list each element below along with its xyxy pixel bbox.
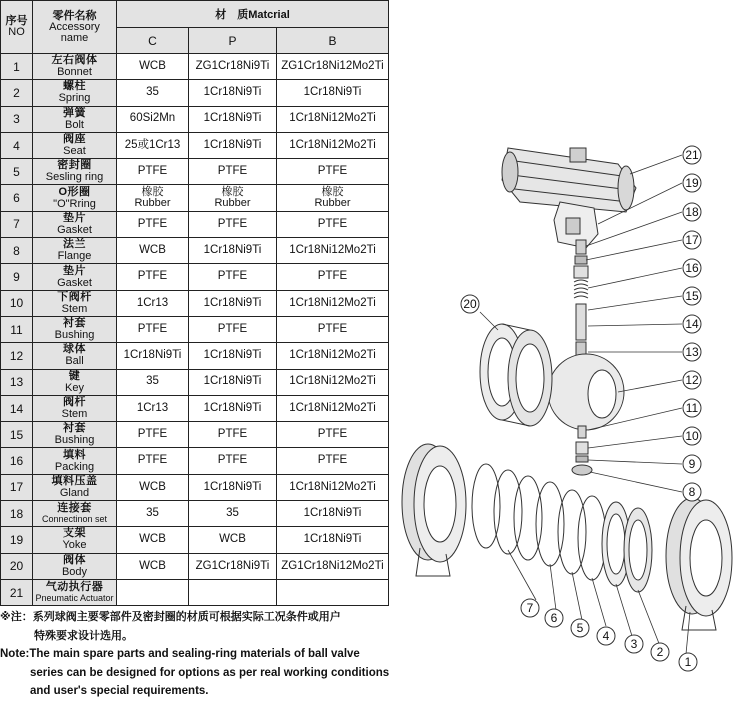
material-c: PTFE — [117, 422, 189, 448]
part-name-en: Seat — [63, 145, 86, 158]
callout-number: 4 — [602, 629, 610, 643]
table-row — [1, 474, 389, 500]
row-number: 14 — [1, 395, 33, 421]
exploded-view-drawing — [390, 130, 750, 704]
material-p: PTFE — [189, 264, 277, 290]
table-row — [1, 316, 389, 342]
material-p: 1Cr18Ni9Ti — [189, 106, 277, 132]
callout-number: 19 — [685, 176, 699, 190]
table-row — [1, 448, 389, 474]
table-row — [1, 527, 389, 553]
callout-13 — [683, 343, 701, 361]
table-row — [1, 54, 389, 80]
notes — [0, 608, 410, 701]
part-name — [33, 474, 117, 500]
material-b: 1Cr18Ni12Mo2Ti — [277, 106, 389, 132]
part-name-zh: 螺柱 — [63, 80, 86, 93]
table-row — [1, 395, 389, 421]
callout-18 — [683, 203, 701, 221]
material-c: 35 — [117, 80, 189, 106]
callout-number: 3 — [630, 637, 638, 651]
material-code-p: P — [189, 28, 277, 54]
row-number: 6 — [1, 185, 33, 211]
callout-number: 10 — [685, 429, 699, 443]
material-b: 1Cr18Ni9Ti — [277, 501, 389, 527]
callout-number: 18 — [685, 205, 699, 219]
material-b: ZG1Cr18Ni12Mo2Ti — [277, 553, 389, 579]
material-b: 1Cr18Ni12Mo2Ti — [277, 290, 389, 316]
material-b: PTFE — [277, 159, 389, 185]
note-zh-line1: ※注：系列球阀主要零部件及密封圈的材质可根据实际工况条件或用户 — [0, 610, 341, 623]
table-row — [1, 238, 389, 264]
part-name-en: Bushing — [54, 329, 95, 342]
material-p-zh: 橡胶 — [221, 186, 244, 199]
material-p: 1Cr18Ni9Ti — [189, 238, 277, 264]
part-name — [33, 316, 117, 342]
callout-number: 8 — [688, 485, 696, 499]
part-name — [33, 369, 117, 395]
part-name-en: Flange — [57, 250, 92, 263]
part-name — [33, 80, 117, 106]
part-name-zh: 法兰 — [63, 238, 86, 251]
row-number: 17 — [1, 474, 33, 500]
material-p — [189, 579, 277, 605]
part-name-zh: 阀杆 — [63, 396, 86, 408]
table-row — [1, 264, 389, 290]
part-name-zh: O形圈 — [58, 185, 91, 198]
callout-10 — [683, 427, 701, 445]
material-b: 1Cr18Ni12Mo2Ti — [277, 474, 389, 500]
material-c: 35 — [117, 369, 189, 395]
material-b — [277, 185, 389, 211]
part-name-zh: 球体 — [63, 343, 86, 356]
material-b: PTFE — [277, 448, 389, 474]
material-p: 1Cr18Ni9Ti — [189, 132, 277, 158]
material-b-zh: 橡胶 — [321, 186, 344, 199]
part-name-zh: 阀座 — [63, 133, 86, 146]
valve-illustration — [402, 148, 732, 630]
part-name — [33, 501, 117, 527]
callout-number: 17 — [685, 233, 699, 247]
materials-table — [0, 0, 389, 606]
part-name-en: Gasket — [57, 276, 92, 289]
part-name — [33, 290, 117, 316]
part-name-en: Bushing — [54, 434, 95, 447]
material-b: 1Cr18Ni12Mo2Ti — [277, 395, 389, 421]
table-header-row — [1, 1, 389, 28]
no-header-en: NO — [8, 26, 25, 38]
part-name — [33, 527, 117, 553]
part-name-en: Spring — [58, 92, 91, 105]
part-name-zh: 垫片 — [63, 264, 86, 277]
callout-15 — [683, 287, 701, 305]
row-number: 5 — [1, 159, 33, 185]
row-number: 15 — [1, 422, 33, 448]
material-p: 1Cr18Ni9Ti — [189, 290, 277, 316]
part-name-en: Connectinon set — [41, 514, 108, 525]
part-name — [33, 579, 117, 605]
material-c — [117, 579, 189, 605]
material-c: WCB — [117, 553, 189, 579]
table-row — [1, 185, 389, 211]
material-p: 1Cr18Ni9Ti — [189, 80, 277, 106]
no-header-zh: 序号 — [5, 15, 28, 27]
callout-number: 16 — [685, 261, 699, 275]
callout-number: 12 — [685, 373, 699, 387]
material-p: PTFE — [189, 159, 277, 185]
part-name-zh: 气动执行器 — [45, 581, 104, 594]
material-c: WCB — [117, 474, 189, 500]
material-p: PTFE — [189, 211, 277, 237]
part-name-zh: 密封圈 — [57, 159, 92, 172]
part-name-zh: 下阀杆 — [57, 290, 92, 303]
material-b: 1Cr18Ni12Mo2Ti — [277, 343, 389, 369]
note-en-line2: series can be designed for options as per real working conditions — [30, 666, 390, 679]
material-p: 1Cr18Ni9Ti — [189, 369, 277, 395]
callout-20 — [461, 295, 479, 313]
note-en-line1: Note:The main spare parts and sealing-ring materials of ball valve — [0, 648, 360, 660]
row-number: 7 — [1, 211, 33, 237]
row-number: 21 — [1, 579, 33, 605]
row-number: 13 — [1, 369, 33, 395]
callout-number: 15 — [685, 289, 699, 303]
material-b: 1Cr18Ni9Ti — [277, 527, 389, 553]
part-name — [33, 159, 117, 185]
material-c-zh: 橡胶 — [141, 186, 164, 199]
ball — [548, 354, 624, 430]
name-header — [33, 1, 117, 54]
material-p: 1Cr18Ni9Ti — [189, 474, 277, 500]
material-p: 35 — [189, 501, 277, 527]
row-number: 4 — [1, 132, 33, 158]
part-name-zh: 支架 — [63, 527, 86, 540]
part-name-en: Stem — [61, 302, 88, 315]
material-c: WCB — [117, 527, 189, 553]
part-name-en: "O"Rring — [53, 197, 96, 210]
callout-number: 6 — [550, 611, 558, 625]
row-number: 20 — [1, 553, 33, 579]
part-name-en: Bonnet — [57, 66, 92, 79]
part-name — [33, 343, 117, 369]
callout-21 — [683, 146, 701, 164]
part-name-zh: 阀体 — [63, 553, 86, 566]
material-p: WCB — [189, 527, 277, 553]
table-row — [1, 553, 389, 579]
callout-number: 21 — [685, 148, 699, 162]
material-p: 1Cr18Ni9Ti — [189, 343, 277, 369]
part-name — [33, 395, 117, 421]
material-c — [117, 185, 189, 211]
material-p: PTFE — [189, 316, 277, 342]
material-c: WCB — [117, 238, 189, 264]
callout-number: 13 — [685, 345, 699, 359]
note-zh-line2: 特殊要求设计选用。 — [34, 628, 133, 642]
row-number: 8 — [1, 238, 33, 264]
callout-number: 5 — [576, 621, 584, 635]
valve-body — [480, 324, 552, 426]
part-name-en: Bolt — [65, 118, 84, 131]
callout-3 — [625, 635, 643, 653]
material-b: PTFE — [277, 316, 389, 342]
material-code-b: B — [277, 28, 389, 54]
lower-stem — [572, 426, 592, 475]
material-b-en: Rubber — [314, 197, 351, 210]
name-header-en1: Accessory — [49, 20, 100, 33]
note-en-line3: and user's special requirements. — [30, 685, 209, 697]
callout-5 — [571, 619, 589, 637]
row-number: 18 — [1, 501, 33, 527]
material-c: PTFE — [117, 264, 189, 290]
part-name — [33, 238, 117, 264]
row-number: 2 — [1, 80, 33, 106]
material-c: 25或1Cr13 — [117, 132, 189, 158]
callout-7 — [521, 599, 539, 617]
material-c: 60Si2Mn — [117, 106, 189, 132]
part-name-zh: 键 — [68, 369, 81, 382]
material-c: 1Cr18Ni9Ti — [117, 343, 189, 369]
material-p — [189, 185, 277, 211]
callout-2 — [651, 643, 669, 661]
callout-19 — [683, 174, 701, 192]
material-c: PTFE — [117, 159, 189, 185]
part-name — [33, 106, 117, 132]
right-bonnet — [666, 498, 732, 630]
row-number: 19 — [1, 527, 33, 553]
callout-number: 1 — [684, 655, 692, 669]
part-name-en: Pneumatic Actuator — [35, 593, 114, 604]
part-name-en: Yoke — [62, 539, 87, 552]
part-name — [33, 132, 117, 158]
callout-12 — [683, 371, 701, 389]
row-number: 16 — [1, 448, 33, 474]
material-p: ZG1Cr18Ni9Ti — [189, 553, 277, 579]
part-name-zh: 衬套 — [63, 317, 86, 330]
no-header — [1, 1, 33, 54]
part-name-zh: 连接套 — [57, 502, 92, 515]
part-name-en: Gland — [59, 486, 90, 499]
table-row — [1, 343, 389, 369]
callout-number: 14 — [685, 317, 699, 331]
row-number: 11 — [1, 316, 33, 342]
callout-4 — [597, 627, 615, 645]
name-header-en2: name — [60, 31, 89, 44]
row-number: 3 — [1, 106, 33, 132]
part-name-en: Gasket — [57, 223, 92, 236]
material-p: PTFE — [189, 448, 277, 474]
part-name — [33, 553, 117, 579]
material-b: 1Cr18Ni9Ti — [277, 80, 389, 106]
material-c: WCB — [117, 54, 189, 80]
part-name-zh: 填料 — [63, 448, 86, 461]
callout-17 — [683, 231, 701, 249]
part-name-en: Ball — [65, 355, 84, 368]
callout-6 — [545, 609, 563, 627]
stem-stack — [574, 240, 588, 360]
material-p-en: Rubber — [214, 197, 251, 210]
material-header — [117, 1, 389, 28]
material-b: 1Cr18Ni12Mo2Ti — [277, 238, 389, 264]
part-name — [33, 211, 117, 237]
callout-16 — [683, 259, 701, 277]
material-b: PTFE — [277, 211, 389, 237]
material-c-en: Rubber — [134, 197, 171, 210]
row-number: 10 — [1, 290, 33, 316]
callout-number: 11 — [685, 401, 699, 415]
callout-number: 7 — [526, 601, 534, 615]
row-number: 12 — [1, 343, 33, 369]
material-code-c: C — [117, 28, 189, 54]
table-row — [1, 106, 389, 132]
material-c: 1Cr13 — [117, 395, 189, 421]
part-name-zh: 左右阀体 — [51, 54, 98, 67]
table-row — [1, 422, 389, 448]
left-bonnet — [402, 444, 466, 576]
part-name-en: Body — [61, 565, 88, 578]
material-p: 1Cr18Ni9Ti — [189, 395, 277, 421]
part-name-zh: 垫片 — [63, 211, 86, 224]
materials-table-body — [1, 54, 389, 606]
part-name-zh: 衬套 — [63, 422, 86, 435]
part-name-en: Key — [65, 381, 84, 394]
part-name-zh: 弹簧 — [63, 106, 86, 119]
material-c: PTFE — [117, 211, 189, 237]
table-row — [1, 369, 389, 395]
seal-rings — [472, 464, 652, 592]
callout-11 — [683, 399, 701, 417]
material-b: 1Cr18Ni12Mo2Ti — [277, 132, 389, 158]
part-name-en: Packing — [54, 460, 95, 473]
material-b: 1Cr18Ni12Mo2Ti — [277, 369, 389, 395]
table-row — [1, 132, 389, 158]
pneumatic-actuator — [502, 148, 636, 212]
part-name — [33, 185, 117, 211]
table-row — [1, 579, 389, 605]
part-name-en: Sesling ring — [45, 171, 104, 184]
material-c: 35 — [117, 501, 189, 527]
part-name — [33, 54, 117, 80]
material-b: PTFE — [277, 264, 389, 290]
part-name-en: Stem — [61, 408, 88, 420]
table-row — [1, 211, 389, 237]
row-number: 9 — [1, 264, 33, 290]
material-p: PTFE — [189, 422, 277, 448]
name-header-zh: 零件名称 — [52, 9, 97, 22]
callout-number: 9 — [688, 457, 696, 471]
table-row — [1, 290, 389, 316]
table-row — [1, 501, 389, 527]
part-name-zh: 填料压盖 — [51, 474, 98, 487]
row-number: 1 — [1, 54, 33, 80]
part-name — [33, 264, 117, 290]
callout-number: 2 — [656, 645, 664, 659]
material-b — [277, 579, 389, 605]
part-name — [33, 422, 117, 448]
part-name — [33, 448, 117, 474]
material-title: 材 质Matcrial — [215, 9, 290, 21]
table-row — [1, 80, 389, 106]
material-b: ZG1Cr18Ni12Mo2Ti — [277, 54, 389, 80]
callout-8 — [683, 483, 701, 501]
material-c: PTFE — [117, 316, 189, 342]
material-c: 1Cr13 — [117, 290, 189, 316]
callout-9 — [683, 455, 701, 473]
callout-number: 20 — [463, 297, 477, 311]
table-row — [1, 159, 389, 185]
material-p: ZG1Cr18Ni9Ti — [189, 54, 277, 80]
material-c: PTFE — [117, 448, 189, 474]
callout-14 — [683, 315, 701, 333]
material-b: PTFE — [277, 422, 389, 448]
callout-1 — [679, 653, 697, 671]
